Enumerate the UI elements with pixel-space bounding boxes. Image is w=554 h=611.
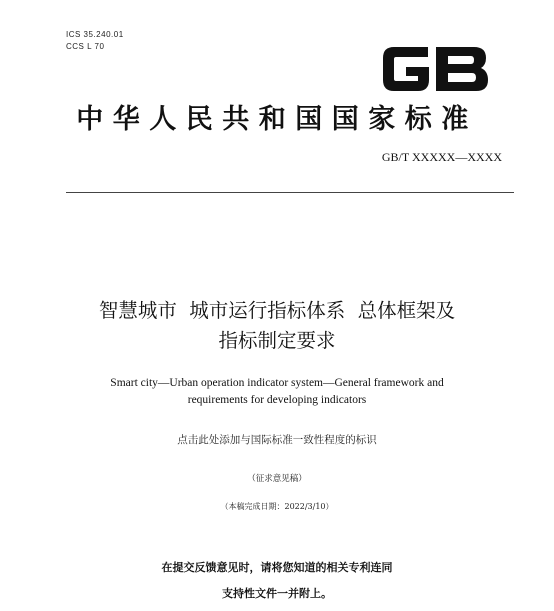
ics-code: ICS 35.240.01 [66, 30, 124, 39]
draft-label: （征求意见稿） [247, 474, 307, 484]
english-title-line1: Smart city—Urban operation indicator system—General framework and [110, 377, 444, 389]
header-divider [66, 192, 514, 193]
gb-logo-graphic [380, 43, 492, 95]
standard-number: GB/T XXXXX—XXXX [381, 150, 502, 164]
completion-date: （本稿完成日期：2022/3/10） [220, 502, 334, 511]
chinese-title-line1: 智慧城市 城市运行指标体系 总体框架及 [98, 299, 456, 322]
international-consistency-placeholder[interactable]: 点击此处添加与国际标准一致性程度的标识 [177, 434, 377, 446]
standard-name: 中华人民共和国国家标准 [76, 104, 478, 135]
classification-codes [66, 29, 124, 53]
english-title [0, 375, 554, 409]
patent-notice [0, 555, 554, 607]
english-title-line2: requirements for developing indicators [187, 394, 367, 406]
patent-notice-line1: 在提交反馈意见时，请将您知道的相关专利连同 [161, 561, 393, 574]
patent-notice-line2: 支持性文件一并附上。 [222, 587, 332, 600]
gb-logo [380, 43, 492, 95]
ccs-code: CCS L 70 [66, 42, 105, 51]
chinese-title-line2: 指标制定要求 [218, 329, 336, 352]
chinese-title [0, 296, 554, 356]
